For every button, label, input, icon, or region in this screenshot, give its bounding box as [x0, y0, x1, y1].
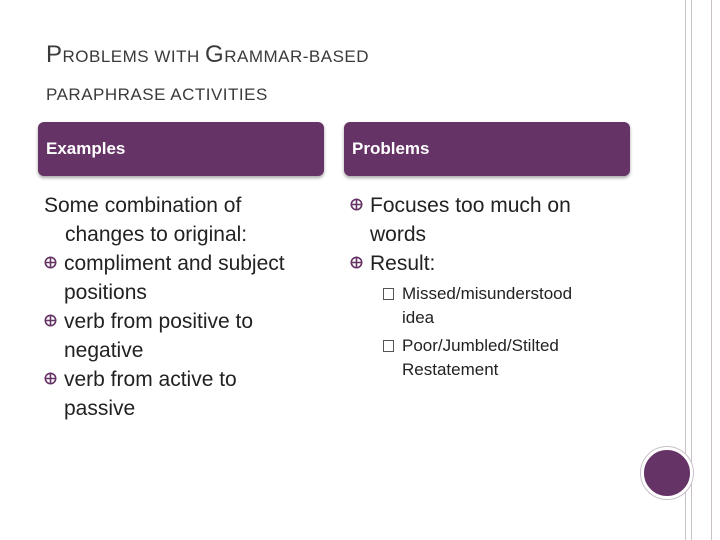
title-line-1	[46, 36, 606, 76]
examples-column	[44, 191, 334, 423]
sub-list-item-line-1: Poor/Jumbled/Stilted	[402, 336, 559, 355]
list-item-line-2: passive	[64, 397, 136, 420]
list-item	[44, 249, 334, 307]
title-text-1: ROBLEMS WITH	[62, 47, 206, 66]
header-examples-label: Examples	[46, 139, 126, 158]
sub-list-item	[350, 334, 630, 382]
sub-list-item-line-1: Missed/misunderstood	[402, 284, 573, 303]
sub-list-item	[350, 282, 630, 330]
header-problems-label: Problems	[352, 139, 430, 158]
examples-intro	[44, 191, 334, 249]
examples-intro-line-2: changes to original:	[65, 223, 248, 246]
list-item	[44, 365, 334, 423]
sub-list-item-line-2: idea	[402, 308, 435, 327]
list-item-line-1: compliment and subject	[64, 252, 285, 275]
frame-line-far-right	[711, 0, 712, 540]
title-text-2: RAMMAR-BASED	[224, 47, 370, 66]
checkbox-bullet-icon	[383, 288, 394, 300]
list-item-line-2: words	[370, 223, 427, 246]
list-item-line-2: negative	[64, 339, 144, 362]
list-item	[350, 249, 630, 278]
list-item-line-1: Focuses too much on	[370, 194, 571, 217]
title-line-2: PARAPHRASE ACTIVITIES	[46, 85, 268, 104]
slide-title	[46, 36, 606, 114]
list-item	[44, 307, 334, 365]
frame-line-right	[691, 0, 692, 540]
circle-cross-bullet-icon	[44, 314, 57, 327]
problems-column	[350, 191, 630, 382]
list-item-line-2: positions	[64, 281, 147, 304]
header-problems	[344, 122, 630, 176]
circle-cross-bullet-icon	[44, 372, 57, 385]
checkbox-bullet-icon	[383, 340, 394, 352]
list-item-line-1: verb from positive to	[64, 310, 254, 333]
title-cap-p: P	[46, 41, 63, 68]
circle-cross-bullet-icon	[350, 198, 363, 211]
examples-intro-line-1: Some combination of	[44, 194, 242, 217]
circle-cross-bullet-icon	[44, 256, 57, 269]
decorative-circle	[641, 447, 693, 499]
list-item-line-1: verb from active to	[64, 368, 237, 391]
sub-list-item-line-2: Restatement	[402, 360, 499, 379]
title-cap-g: G	[205, 41, 225, 68]
header-examples	[38, 122, 324, 176]
circle-cross-bullet-icon	[350, 256, 363, 269]
list-item	[350, 191, 630, 249]
list-item-line-1: Result:	[370, 252, 436, 275]
